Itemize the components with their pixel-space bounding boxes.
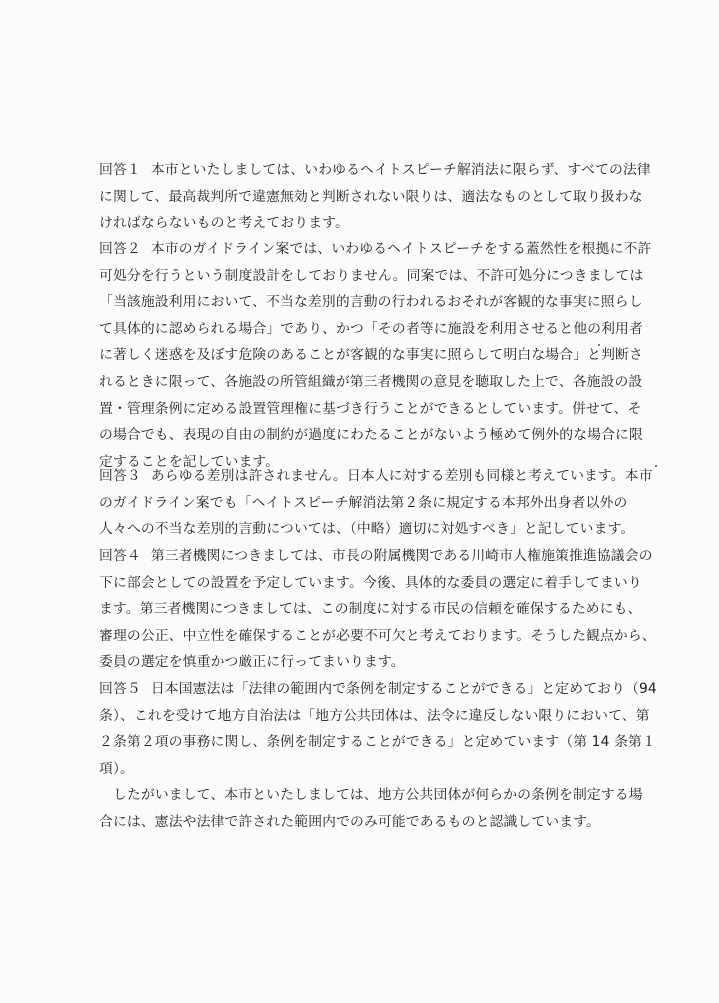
answer-2-line-7: 置・管理条例に定める設置管理権に基づき行うことができるとしています。併せて、そ bbox=[99, 400, 642, 417]
answer-2 bbox=[99, 236, 652, 475]
answer-2-line-6: れるときに限って、各施設の所管組織が第三者機関の意見を聴取した上で、各施設の設 bbox=[99, 373, 643, 390]
answer-1-label: 回答１ bbox=[99, 162, 141, 178]
answer-4-line-1: 回答４ 第三者機関につきましては、市長の附属機関である川崎市人権施策推進協議会の bbox=[99, 548, 653, 564]
answer-4-line-2: 下に部会としての設置を予定しています。今後、具体的な委員の選定に着手してまいり bbox=[99, 574, 642, 591]
answer-4 bbox=[99, 543, 656, 676]
answer-5-label: 回答５ bbox=[99, 681, 141, 697]
answer-1 bbox=[99, 157, 651, 237]
answer-3 bbox=[99, 463, 653, 543]
answer-2-line-9: 定することを記しています。 bbox=[99, 453, 280, 470]
answer-5-line-2: 条）、これを受けて地方自治法は「地方公共団体は、法令に違反しない限りにおいて、第 bbox=[99, 707, 650, 724]
answer-1-line-3: ければならないものと考えております。 bbox=[99, 215, 349, 232]
answer-5-line-4: 項）。 bbox=[99, 760, 134, 777]
answer-4-line-5: 委員の選定を慎重かつ厳正に行ってまいります。 bbox=[99, 654, 405, 671]
answer-3-line-2: のガイドライン案でも「ヘイトスピーチ解消法第２条に規定する本邦外出身者以外の bbox=[99, 494, 628, 511]
answer-2-line-3: 「当該施設利用において、不当な差別的言動の行われるおそれが客観的な事実に照らし bbox=[99, 294, 643, 311]
answer-5-line-3: ２条第２項の事務に関し、条例を制定することができる」と定めています（第 14 条第１ bbox=[99, 734, 656, 751]
answer-3-line-3: 人々への不当な差別的言動については、（中略）適切に対処すべき」と記しています。 bbox=[99, 521, 635, 538]
answer-2-label: 回答２ bbox=[99, 241, 141, 257]
answer-5-line-6: 合には、憲法や法律で許された範囲内でのみ可能であるものと認識しています。 bbox=[99, 813, 600, 830]
answer-4-line-4: 審理の公正、中立性を確保することが必要不可欠と考えております。そうした観点から、 bbox=[99, 627, 656, 644]
answer-2-line-8: の場合でも、表現の自由の制約が過度にわたることがないよう極めて例外的な場合に限 bbox=[99, 427, 643, 444]
answer-1-line-1: 回答１ 本市といたしましては、いわゆるヘイトスピーチ解消法に限らず、すべての法律 bbox=[99, 162, 651, 178]
answer-3-label: 回答３ bbox=[99, 468, 141, 484]
answer-2-line-2: 可処分を行うという制度設計をしておりません。同案では、不許可処分につきましては bbox=[99, 267, 644, 284]
answer-5-line-1: 回答５ 日本国憲法は「法律の範囲内で条例を制定することができる」と定めており（94 bbox=[99, 681, 657, 697]
answer-2-line-1: 回答２ 本市のガイドライン案では、いわゆるヘイトスピーチをする蓋然性を根拠に不許 bbox=[99, 241, 652, 257]
answer-1-line-2: に関して、最高裁判所で違憲無効と判断されない限りは、適法なものとして取り扱わな bbox=[99, 188, 643, 205]
scan-speck bbox=[598, 344, 600, 346]
answer-5 bbox=[99, 676, 657, 836]
answer-2-line-5: に著しく迷惑を及ぼす危険のあることが客観的な事実に照らして明白な場合」と判断さ bbox=[99, 347, 643, 364]
scan-speck bbox=[655, 465, 657, 467]
answer-5-line-5: したがいまして、本市といたしましては、地方公共団体が何らかの条例を制定する場 bbox=[113, 787, 643, 804]
answer-4-line-3: ます。第三者機関につきましては、この制度に対する市民の信頼を確保するためにも、 bbox=[99, 601, 642, 618]
answer-4-label: 回答４ bbox=[99, 548, 141, 564]
answer-3-line-1: 回答３ あらゆる差別は許されません。日本人に対する差別も同様と考えています。本市 bbox=[99, 468, 653, 484]
answer-2-line-4: て具体的に認められる場合」であり、かつ「その者等に施設を利用させると他の利用者 bbox=[99, 320, 643, 337]
scan-speck bbox=[520, 266, 522, 268]
